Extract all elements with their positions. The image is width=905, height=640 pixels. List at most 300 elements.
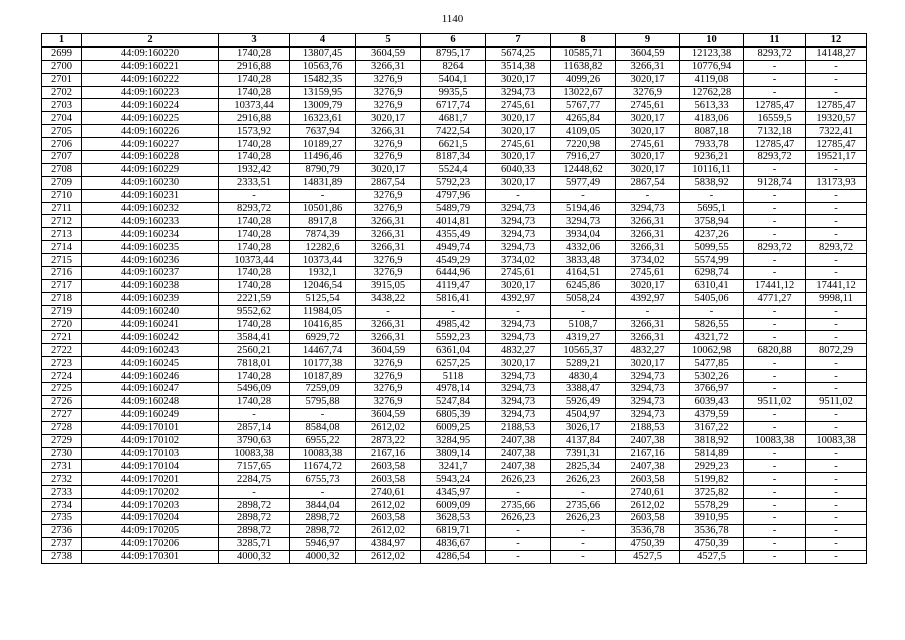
value-cell: - (744, 511, 806, 524)
value-cell: 2745,61 (486, 138, 551, 151)
value-cell: 3020,17 (486, 279, 551, 292)
value-cell: 2825,34 (551, 460, 616, 473)
value-cell: 4099,26 (551, 73, 616, 86)
value-cell: 3276,9 (356, 357, 421, 370)
value-cell: 12123,38 (680, 47, 744, 60)
cadastral-number-cell: 44:09:170203 (82, 499, 219, 512)
value-cell: - (744, 228, 806, 241)
value-cell: 4392,97 (616, 292, 680, 305)
value-cell: - (486, 537, 551, 550)
value-cell: 12785,47 (806, 99, 867, 112)
row-number-cell: 2711 (42, 202, 82, 215)
table-row (42, 138, 867, 151)
value-cell: - (806, 473, 867, 486)
value-cell: - (806, 511, 867, 524)
value-cell: 1740,28 (219, 47, 290, 60)
cadastral-number-cell: 44:09:160222 (82, 73, 219, 86)
value-cell: 10565,37 (551, 344, 616, 357)
value-cell: 3266,31 (616, 331, 680, 344)
value-cell: 2898,72 (290, 524, 356, 537)
row-number-cell: 2705 (42, 125, 82, 138)
row-number-cell: 2729 (42, 434, 82, 447)
column-header: 1 (42, 34, 82, 47)
value-cell: 3604,59 (356, 47, 421, 60)
value-cell: 3294,73 (486, 395, 551, 408)
column-header: 10 (680, 34, 744, 47)
value-cell: 1740,28 (219, 151, 290, 164)
value-cell: - (806, 163, 867, 176)
table-row (42, 215, 867, 228)
value-cell: 8917,8 (290, 215, 356, 228)
value-cell: 2898,72 (219, 524, 290, 537)
cadastral-number-cell: 44:09:160248 (82, 395, 219, 408)
value-cell: 6755,73 (290, 473, 356, 486)
value-cell: 4109,05 (551, 125, 616, 138)
cadastral-number-cell: 44:09:170103 (82, 447, 219, 460)
value-cell: 4319,27 (551, 331, 616, 344)
value-cell: 5194,46 (551, 202, 616, 215)
value-cell: 7637,94 (290, 125, 356, 138)
table-row (42, 73, 867, 86)
cadastral-number-cell: 44:09:160226 (82, 125, 219, 138)
value-cell: 3734,02 (616, 254, 680, 267)
value-cell: 3276,9 (356, 395, 421, 408)
value-cell: 4771,27 (744, 292, 806, 305)
cadastral-number-cell: 44:09:160239 (82, 292, 219, 305)
cadastral-number-cell: 44:09:170102 (82, 434, 219, 447)
value-cell: - (806, 254, 867, 267)
row-number-cell: 2718 (42, 292, 82, 305)
column-header: 5 (356, 34, 421, 47)
value-cell: - (806, 189, 867, 202)
value-cell: 3266,31 (356, 318, 421, 331)
row-number-cell: 2717 (42, 279, 82, 292)
value-cell: - (744, 524, 806, 537)
value-cell: 3438,22 (356, 292, 421, 305)
value-cell: 12046,54 (290, 279, 356, 292)
value-cell: 1740,28 (219, 241, 290, 254)
value-cell: - (806, 486, 867, 499)
value-cell: - (744, 318, 806, 331)
value-cell: - (744, 202, 806, 215)
value-cell: 2916,88 (219, 60, 290, 73)
row-number-cell: 2708 (42, 163, 82, 176)
table-row (42, 473, 867, 486)
value-cell: 7422,54 (421, 125, 486, 138)
value-cell: 5477,85 (680, 357, 744, 370)
value-cell: 2603,58 (616, 511, 680, 524)
value-cell: 2735,66 (551, 499, 616, 512)
value-cell: 4332,06 (551, 241, 616, 254)
row-number-cell: 2719 (42, 305, 82, 318)
value-cell: - (744, 189, 806, 202)
value-cell: 7157,65 (219, 460, 290, 473)
value-cell: - (744, 460, 806, 473)
value-cell: 2867,54 (616, 176, 680, 189)
row-number-cell: 2713 (42, 228, 82, 241)
row-number-cell: 2730 (42, 447, 82, 460)
value-cell: 3276,9 (356, 99, 421, 112)
value-cell: 7220,98 (551, 138, 616, 151)
value-cell: 3294,73 (486, 215, 551, 228)
table-row (42, 499, 867, 512)
value-cell: 4014,81 (421, 215, 486, 228)
value-cell: 3294,73 (616, 370, 680, 383)
value-cell: 1740,28 (219, 395, 290, 408)
value-cell: 8293,72 (744, 151, 806, 164)
table-row (42, 460, 867, 473)
value-cell: 11984,05 (290, 305, 356, 318)
value-cell: 6929,72 (290, 331, 356, 344)
value-cell: - (744, 357, 806, 370)
row-number-cell: 2738 (42, 550, 82, 563)
value-cell: 2867,54 (356, 176, 421, 189)
value-cell: 4000,32 (219, 550, 290, 563)
column-header: 8 (551, 34, 616, 47)
value-cell: - (616, 189, 680, 202)
value-cell: 1740,28 (219, 318, 290, 331)
value-cell: 3294,73 (486, 228, 551, 241)
value-cell: 6257,25 (421, 357, 486, 370)
value-cell: 6361,04 (421, 344, 486, 357)
table-row (42, 344, 867, 357)
value-cell: 3294,73 (616, 408, 680, 421)
row-number-cell: 2727 (42, 408, 82, 421)
value-cell: 2929,23 (680, 460, 744, 473)
value-cell: - (744, 86, 806, 99)
cadastral-number-cell: 44:09:160233 (82, 215, 219, 228)
row-number-cell: 2735 (42, 511, 82, 524)
value-cell: 9511,02 (744, 395, 806, 408)
value-cell: 10416,85 (290, 318, 356, 331)
value-cell: 6039,43 (680, 395, 744, 408)
value-cell: 5946,97 (290, 537, 356, 550)
value-cell: 10373,44 (219, 254, 290, 267)
table-row (42, 511, 867, 524)
value-cell: 2745,61 (616, 138, 680, 151)
table-row (42, 537, 867, 550)
table-row (42, 112, 867, 125)
cadastral-number-cell: 44:09:170201 (82, 473, 219, 486)
value-cell: 3276,9 (356, 189, 421, 202)
value-cell: 6298,74 (680, 267, 744, 280)
value-cell: 12785,47 (744, 99, 806, 112)
table-row (42, 318, 867, 331)
value-cell: - (744, 550, 806, 563)
cadastral-number-cell: 44:09:160247 (82, 383, 219, 396)
value-cell: 12282,6 (290, 241, 356, 254)
value-cell: - (219, 189, 290, 202)
row-number-cell: 2699 (42, 47, 82, 60)
row-number-cell: 2703 (42, 99, 82, 112)
value-cell: - (551, 537, 616, 550)
value-cell: 2745,61 (616, 267, 680, 280)
value-cell: 9128,74 (744, 176, 806, 189)
value-cell: 2188,53 (616, 421, 680, 434)
value-cell: 2603,58 (616, 473, 680, 486)
value-cell: - (551, 524, 616, 537)
value-cell: 14467,74 (290, 344, 356, 357)
table-body (42, 47, 867, 563)
column-header: 4 (290, 34, 356, 47)
value-cell: - (806, 60, 867, 73)
value-cell: - (806, 370, 867, 383)
value-cell: - (744, 499, 806, 512)
value-cell: - (486, 189, 551, 202)
value-cell: 3844,04 (290, 499, 356, 512)
value-cell: 2407,38 (616, 460, 680, 473)
value-cell: 5943,24 (421, 473, 486, 486)
value-cell: 5814,89 (680, 447, 744, 460)
value-cell: 10187,89 (290, 370, 356, 383)
cadastral-number-cell: 44:09:160224 (82, 99, 219, 112)
value-cell: 12448,62 (551, 163, 616, 176)
row-number-cell: 2709 (42, 176, 82, 189)
value-cell: 6040,33 (486, 163, 551, 176)
value-cell: 4137,84 (551, 434, 616, 447)
value-cell: 3294,73 (616, 202, 680, 215)
value-cell: 5099,55 (680, 241, 744, 254)
value-cell: 5674,25 (486, 47, 551, 60)
value-cell: 2407,38 (616, 434, 680, 447)
value-cell: 5792,23 (421, 176, 486, 189)
value-cell: 2612,02 (356, 550, 421, 563)
value-cell: 3020,17 (616, 357, 680, 370)
value-cell: 8264 (421, 60, 486, 73)
value-cell: 17441,12 (744, 279, 806, 292)
row-number-cell: 2706 (42, 138, 82, 151)
cadastral-number-cell: 44:09:160249 (82, 408, 219, 421)
value-cell: 4836,67 (421, 537, 486, 550)
value-cell: - (680, 189, 744, 202)
value-cell: 3910,95 (680, 511, 744, 524)
value-cell: 3628,53 (421, 511, 486, 524)
value-cell: 3276,9 (356, 86, 421, 99)
value-cell: 3294,73 (486, 86, 551, 99)
value-cell: 14148,27 (806, 47, 867, 60)
cadastral-number-cell: 44:09:170202 (82, 486, 219, 499)
value-cell: 11496,46 (290, 151, 356, 164)
value-cell: 6621,5 (421, 138, 486, 151)
value-cell: 3294,73 (486, 370, 551, 383)
value-cell: - (551, 305, 616, 318)
value-cell: - (290, 486, 356, 499)
value-cell: 7259,09 (290, 383, 356, 396)
column-header: 11 (744, 34, 806, 47)
cadastral-number-cell: 44:09:160225 (82, 112, 219, 125)
value-cell: - (744, 370, 806, 383)
value-cell: 7916,27 (551, 151, 616, 164)
value-cell: 2745,61 (616, 99, 680, 112)
value-cell: - (806, 408, 867, 421)
cadastral-number-cell: 44:09:170205 (82, 524, 219, 537)
value-cell: 3020,17 (616, 73, 680, 86)
value-cell: - (806, 357, 867, 370)
value-cell: 4830,4 (551, 370, 616, 383)
table-row (42, 331, 867, 344)
value-cell: 4527,5 (616, 550, 680, 563)
value-cell: 3266,31 (356, 125, 421, 138)
value-cell: 5489,79 (421, 202, 486, 215)
row-number-cell: 2728 (42, 421, 82, 434)
value-cell: 4321,72 (680, 331, 744, 344)
value-cell: 8187,34 (421, 151, 486, 164)
value-cell: 3276,9 (356, 254, 421, 267)
row-number-cell: 2737 (42, 537, 82, 550)
value-cell: 10373,44 (290, 254, 356, 267)
value-cell: 3818,92 (680, 434, 744, 447)
value-cell: 8584,08 (290, 421, 356, 434)
table-row (42, 486, 867, 499)
cadastral-number-cell: 44:09:160236 (82, 254, 219, 267)
table-row (42, 434, 867, 447)
value-cell: - (744, 473, 806, 486)
value-cell: 2407,38 (486, 447, 551, 460)
cadastral-number-cell: 44:09:160220 (82, 47, 219, 60)
table-row (42, 383, 867, 396)
row-number-cell: 2722 (42, 344, 82, 357)
value-cell: 2560,21 (219, 344, 290, 357)
row-number-cell: 2736 (42, 524, 82, 537)
value-cell: - (486, 486, 551, 499)
table-row (42, 228, 867, 241)
value-cell: 8790,79 (290, 163, 356, 176)
cadastral-number-cell: 44:09:160230 (82, 176, 219, 189)
value-cell: 4384,97 (356, 537, 421, 550)
value-cell: 9998,11 (806, 292, 867, 305)
value-cell: - (744, 447, 806, 460)
value-cell: 2603,58 (356, 460, 421, 473)
value-cell: 3266,31 (616, 60, 680, 73)
value-cell: 2626,23 (551, 511, 616, 524)
value-cell: 4164,51 (551, 267, 616, 280)
row-number-cell: 2724 (42, 370, 82, 383)
value-cell: 2626,23 (486, 473, 551, 486)
value-cell: 6444,96 (421, 267, 486, 280)
value-cell: - (551, 550, 616, 563)
row-number-cell: 2733 (42, 486, 82, 499)
value-cell: - (744, 254, 806, 267)
value-cell: 7874,39 (290, 228, 356, 241)
value-cell: - (806, 383, 867, 396)
table-row (42, 151, 867, 164)
cadastral-number-cell: 44:09:160221 (82, 60, 219, 73)
value-cell: 3514,38 (486, 60, 551, 73)
value-cell: 3604,59 (356, 344, 421, 357)
value-cell: - (806, 202, 867, 215)
value-cell: 4119,47 (421, 279, 486, 292)
value-cell: 10083,38 (806, 434, 867, 447)
value-cell: 7933,78 (680, 138, 744, 151)
cadastral-number-cell: 44:09:160231 (82, 189, 219, 202)
value-cell: 1932,1 (290, 267, 356, 280)
cadastral-number-cell: 44:09:160235 (82, 241, 219, 254)
value-cell: 9935,5 (421, 86, 486, 99)
value-cell: 3536,78 (616, 524, 680, 537)
value-cell: 3266,31 (356, 228, 421, 241)
value-cell: 15482,35 (290, 73, 356, 86)
cadastral-number-cell: 44:09:160242 (82, 331, 219, 344)
value-cell: 1573,92 (219, 125, 290, 138)
value-cell: 3020,17 (616, 163, 680, 176)
value-cell: 5613,33 (680, 99, 744, 112)
value-cell: - (806, 537, 867, 550)
cadastral-number-cell: 44:09:160246 (82, 370, 219, 383)
value-cell: - (290, 189, 356, 202)
value-cell: 16559,5 (744, 112, 806, 125)
value-cell: - (806, 86, 867, 99)
value-cell: 3276,9 (356, 202, 421, 215)
value-cell: 3020,17 (486, 112, 551, 125)
value-cell: 3934,04 (551, 228, 616, 241)
value-cell: 3604,59 (356, 408, 421, 421)
value-cell: 5826,55 (680, 318, 744, 331)
value-cell: 1740,28 (219, 215, 290, 228)
value-cell: 1740,28 (219, 267, 290, 280)
value-cell: 2407,38 (486, 434, 551, 447)
row-number-cell: 2715 (42, 254, 82, 267)
value-cell: 2167,16 (356, 447, 421, 460)
value-cell: 3276,9 (356, 370, 421, 383)
value-cell: 1740,28 (219, 86, 290, 99)
value-cell: 10083,38 (219, 447, 290, 460)
value-cell: 2916,88 (219, 112, 290, 125)
value-cell: 4265,84 (551, 112, 616, 125)
value-cell: 4527,5 (680, 550, 744, 563)
table-row (42, 524, 867, 537)
value-cell: 3266,31 (616, 228, 680, 241)
value-cell: 2898,72 (219, 499, 290, 512)
value-cell: 2898,72 (219, 511, 290, 524)
value-cell: 5977,49 (551, 176, 616, 189)
value-cell: - (551, 189, 616, 202)
value-cell: - (806, 318, 867, 331)
row-number-cell: 2716 (42, 267, 82, 280)
value-cell: - (744, 267, 806, 280)
value-cell: 11638,82 (551, 60, 616, 73)
value-cell: 6955,22 (290, 434, 356, 447)
value-cell: 5524,4 (421, 163, 486, 176)
value-cell: 19320,57 (806, 112, 867, 125)
value-cell: - (806, 305, 867, 318)
value-cell: 2740,61 (616, 486, 680, 499)
value-cell: 6717,74 (421, 99, 486, 112)
value-cell: 3536,78 (680, 524, 744, 537)
value-cell: - (290, 408, 356, 421)
value-cell: 3294,73 (616, 395, 680, 408)
value-cell: 6009,09 (421, 499, 486, 512)
value-cell: 7322,41 (806, 125, 867, 138)
value-cell: - (219, 408, 290, 421)
cadastral-number-cell: 44:09:170101 (82, 421, 219, 434)
value-cell: 1740,28 (219, 370, 290, 383)
value-cell: 6805,39 (421, 408, 486, 421)
value-cell: 3167,22 (680, 421, 744, 434)
value-cell: 5058,24 (551, 292, 616, 305)
value-cell: 4345,97 (421, 486, 486, 499)
table-row (42, 370, 867, 383)
cadastral-number-cell: 44:09:160245 (82, 357, 219, 370)
value-cell: 4750,39 (616, 537, 680, 550)
value-cell: 6820,88 (744, 344, 806, 357)
value-cell: 3020,17 (486, 125, 551, 138)
value-cell: 16323,61 (290, 112, 356, 125)
value-cell: 3294,73 (486, 408, 551, 421)
value-cell: 2603,58 (356, 511, 421, 524)
row-number-cell: 2731 (42, 460, 82, 473)
value-cell: - (744, 163, 806, 176)
value-cell: 1740,28 (219, 138, 290, 151)
